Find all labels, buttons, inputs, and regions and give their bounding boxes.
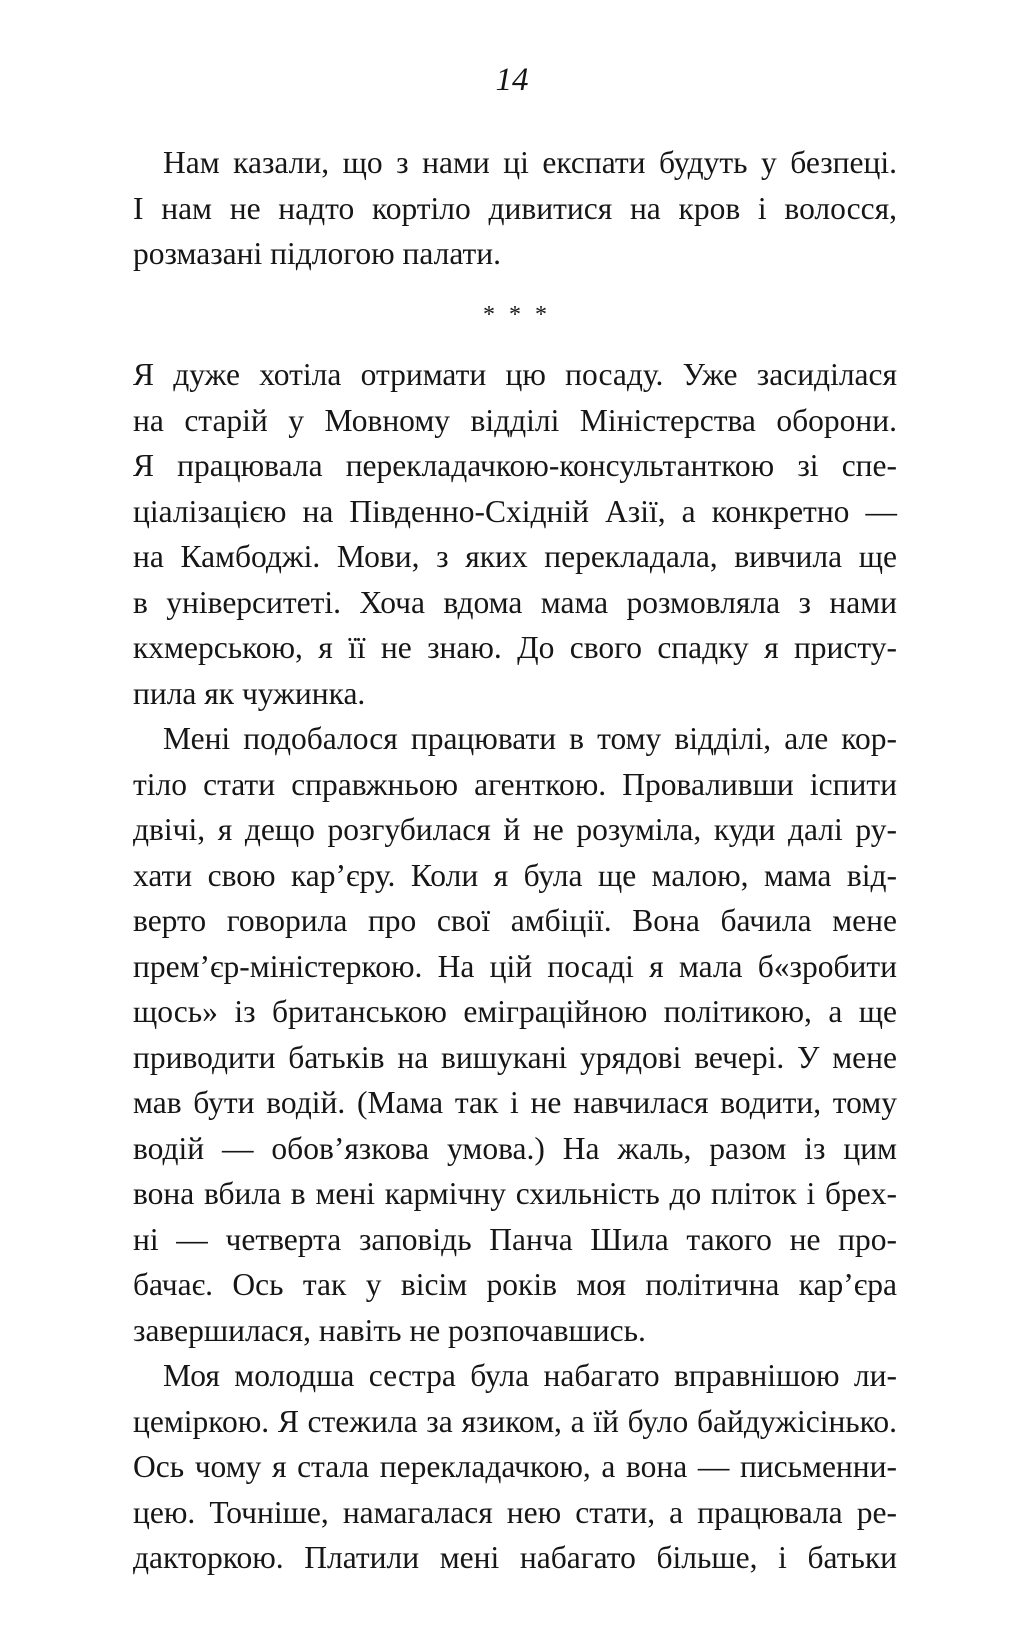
text-line: прем’єр-міністеркою. На цій посаді я мала б«зробити [133,948,897,984]
text-line: тіло стати справжньою агенткою. Проваливши іспити [133,766,897,802]
text-line: цею. Точніше, намагалася нею стати, а працювала ре- [133,1494,897,1530]
text-line: Нам казали, що з нами ці експати будуть у безпеці. [163,145,897,180]
text-line: на старій у Мовному відділі Міністерства оборони. [133,402,897,438]
text-line: розмазані підлогою палати. [133,236,502,271]
page-number: 14 [495,62,529,98]
text-line: ціалізацією на Південно-Східній Азії, а конкретно — [133,493,897,529]
text-line: на Камбоджі. Мови, з яких перекладала, вивчила ще [133,539,897,574]
text-line: приводити батьків на вишукані урядові вечері. У мене [133,1039,897,1075]
text-line: І нам не надто кортіло дивитися на кров і волосся, [133,190,897,226]
text-line: Ось чому я стала перекладачкою, а вона — письменни- [133,1449,897,1484]
text-line: Я дуже хотіла отримати цю посаду. Уже засиділася [133,357,897,392]
text-line: бачає. Ось так у вісім років моя політична кар’єра [133,1267,897,1302]
text-line: Я працювала перекладачкою-консультанткою зі спе- [133,448,897,483]
text-line: цеміркою. Я стежила за язиком, а їй було байдужісінько. [133,1403,897,1439]
text-line: Моя молодша сестра була набагато вправнішою ли- [163,1358,897,1393]
text-line: вона вбила в мені кармічну схильність до пліток і бреx- [133,1176,897,1211]
section-body [133,352,897,1581]
text-line: водій — обов’язкова умова.) На жаль, разом із цим [133,1130,897,1166]
text-line: завершилася, навіть не розпочавшись. [133,1312,646,1348]
text-line: хати свою кар’єру. Коли я була ще малою, мама від- [133,857,897,893]
section-separator: * * * [483,302,551,328]
text-line: ні — четверта заповідь Панча Шила такого не про- [133,1221,897,1257]
text-line: в університеті. Хоча вдома мама розмовляла з нами [133,584,897,620]
text-line: верто говорила про свої амбіції. Вона бачила мене [133,903,897,938]
text-line: мав бути водій. (Мама так і не навчилася водити, тому [133,1085,897,1120]
paragraph-expats [133,140,897,277]
text-line: двічі, я дещо розгубилася й не розуміла, куди далі ру- [133,812,897,847]
text-line: Мені подобалося працювати в тому відділі, але кор- [163,721,897,756]
text-line: пила як чужинка. [133,675,366,711]
text-line: щось» із британською еміграційною політикою, а ще [133,994,897,1029]
text-line: дакторкою. Платили мені набагато більше, і батьки [133,1540,897,1575]
text-line: кхмерською, я її не знаю. До свого спадку я присту- [133,630,897,665]
